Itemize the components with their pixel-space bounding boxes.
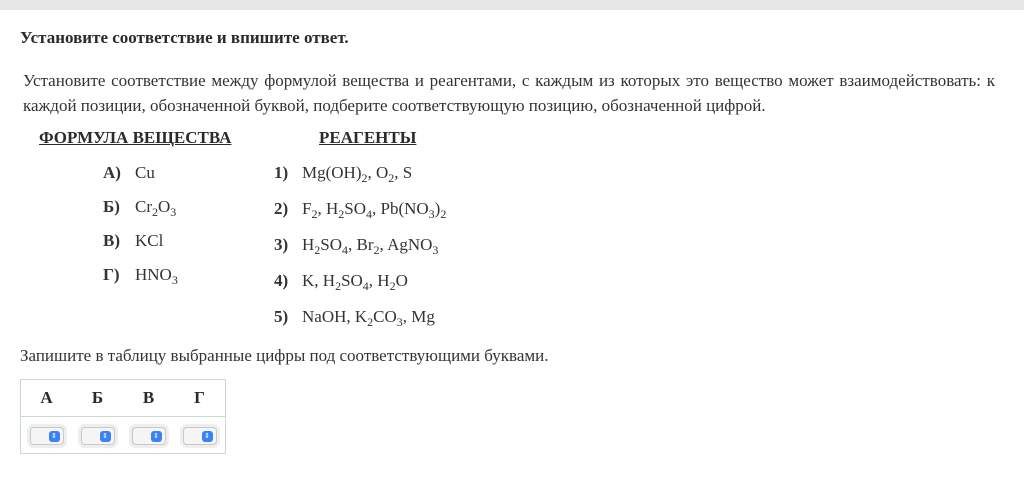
answer-header-b: Б bbox=[91, 388, 104, 407]
reagent-value: K, $H_2SO_4$, $H_2O$ bbox=[302, 271, 408, 293]
reagent-key: 4) bbox=[274, 271, 289, 290]
top-bar bbox=[0, 0, 1024, 10]
answer-table-header-row bbox=[21, 380, 225, 416]
task-title: Установите соответствие и впишите ответ. bbox=[20, 28, 349, 47]
reagent-row bbox=[274, 307, 435, 327]
answer-table-select-row bbox=[21, 416, 225, 454]
answer-table bbox=[20, 379, 226, 454]
reagent-key: 3) bbox=[274, 235, 289, 254]
formula-key: А) bbox=[103, 163, 121, 182]
instruction-text: Запишите в таблицу выбранные цифры под соответствующими буквами. bbox=[20, 346, 549, 365]
select-arrows-icon: ⇕ bbox=[100, 431, 111, 442]
select-arrows-icon: ⇕ bbox=[202, 431, 213, 442]
answer-header-a: А bbox=[40, 388, 53, 407]
reagent-row bbox=[274, 235, 438, 255]
reagents-column-heading: РЕАГЕНТЫ bbox=[319, 128, 417, 147]
reagent-key: 1) bbox=[274, 163, 289, 182]
answer-select-v[interactable] bbox=[132, 427, 166, 445]
reagent-row bbox=[274, 271, 408, 291]
reagent-row bbox=[274, 199, 446, 219]
answer-select-a[interactable] bbox=[30, 427, 64, 445]
answer-select-g[interactable] bbox=[183, 427, 217, 445]
reagent-key: 5) bbox=[274, 307, 289, 326]
formula-key: В) bbox=[103, 231, 120, 250]
formula-value: $Cr_2O_3$ bbox=[135, 197, 177, 219]
formula-value: $HNO_3$ bbox=[135, 265, 178, 287]
select-arrows-icon: ⇕ bbox=[49, 431, 60, 442]
formula-row bbox=[103, 265, 178, 285]
formula-key: Б) bbox=[103, 197, 120, 216]
formula-row bbox=[103, 163, 155, 183]
select-arrows-icon: ⇕ bbox=[151, 431, 162, 442]
formula-row bbox=[103, 197, 176, 217]
formula-value: Cu bbox=[135, 163, 155, 182]
reagent-value: NaOH, $K_2CO_3$, Mg bbox=[302, 307, 435, 329]
reagent-value: $H_2SO_4$, $Br_2$, AgNO$_3$ bbox=[302, 235, 439, 257]
answer-select-b[interactable] bbox=[81, 427, 115, 445]
answer-header-g: Г bbox=[194, 388, 205, 407]
reagent-row bbox=[274, 163, 412, 183]
formula-value: KCl bbox=[135, 231, 164, 250]
formula-key: Г) bbox=[103, 265, 120, 284]
reagent-value: $F_2$, $H_2SO_4$, $Pb(NO_3)_2$ bbox=[302, 199, 447, 221]
reagent-value: $Mg(OH)_2$, $O_2$, S bbox=[302, 163, 413, 185]
task-text: Установите соответствие между формулой вещества и реагентами, с каждым из которых это вещество может взаимодействовать: к каждой позиции, обозначенной буквой, подберите соответствующую позицию, обозначенной цифрой. bbox=[23, 71, 995, 115]
answer-header-v: В bbox=[142, 388, 155, 407]
reagent-key: 2) bbox=[274, 199, 289, 218]
formula-row bbox=[103, 231, 163, 251]
formula-column-heading: ФОРМУЛА ВЕЩЕСТВА bbox=[39, 128, 232, 147]
